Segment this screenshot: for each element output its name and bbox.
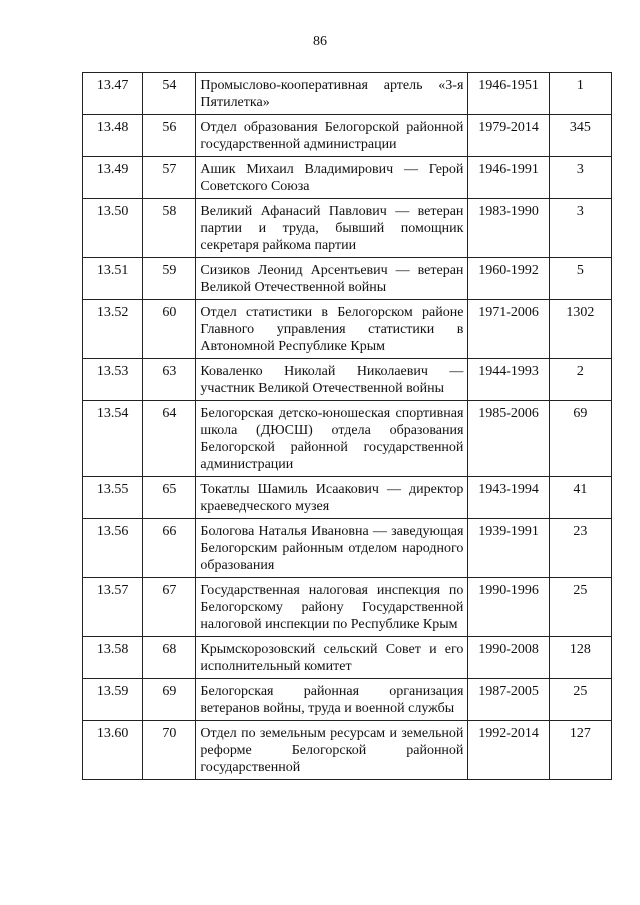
fund-number: 58 — [143, 199, 196, 258]
fund-name: Белогорская районная организация ветеранов войны, труда и военной службы — [196, 679, 468, 721]
fund-name: Великий Афанасий Павлович — ветеран партии и труда, бывший помощник секретаря райкома партии — [196, 199, 468, 258]
date-range: 1990-2008 — [468, 637, 549, 679]
table-row — [83, 637, 612, 679]
date-range: 1939-1991 — [468, 519, 549, 578]
fund-name: Бологова Наталья Ивановна — заведующая Белогорским районным отделом народного образования — [196, 519, 468, 578]
row-number: 13.48 — [83, 115, 143, 157]
fund-number: 67 — [143, 578, 196, 637]
table-row — [83, 300, 612, 359]
date-range: 1990-1996 — [468, 578, 549, 637]
fund-name: Отдел статистики в Белогорском районе Главного управления статистики в Автономной Республике Крым — [196, 300, 468, 359]
item-count: 3 — [549, 199, 611, 258]
row-number: 13.49 — [83, 157, 143, 199]
fund-name: Промыслово-кооперативная артель «3-я Пятилетка» — [196, 73, 468, 115]
row-number: 13.57 — [83, 578, 143, 637]
date-range: 1992-2014 — [468, 721, 549, 780]
fund-number: 56 — [143, 115, 196, 157]
item-count: 5 — [549, 258, 611, 300]
table-row — [83, 359, 612, 401]
row-number: 13.59 — [83, 679, 143, 721]
table-body — [83, 73, 612, 780]
fund-name: Коваленко Николай Николаевич — участник Великой Отечественной войны — [196, 359, 468, 401]
date-range: 1960-1992 — [468, 258, 549, 300]
item-count: 1302 — [549, 300, 611, 359]
table-row — [83, 578, 612, 637]
date-range: 1944-1993 — [468, 359, 549, 401]
table-row — [83, 477, 612, 519]
row-number: 13.55 — [83, 477, 143, 519]
item-count: 1 — [549, 73, 611, 115]
page-number: 86 — [313, 34, 327, 49]
row-number: 13.60 — [83, 721, 143, 780]
table-row — [83, 721, 612, 780]
fund-number: 65 — [143, 477, 196, 519]
fund-name: Токатлы Шамиль Исаакович — директор краеведческого музея — [196, 477, 468, 519]
fund-number: 69 — [143, 679, 196, 721]
table-row — [83, 401, 612, 477]
table-row — [83, 115, 612, 157]
date-range: 1979-2014 — [468, 115, 549, 157]
row-number: 13.50 — [83, 199, 143, 258]
fund-name: Отдел по земельным ресурсам и земельной реформе Белогорской районной государственной — [196, 721, 468, 780]
item-count: 23 — [549, 519, 611, 578]
fund-number: 59 — [143, 258, 196, 300]
fund-name: Государственная налоговая инспекция по Белогорскому району Государственной налоговой инспекции по Республике Крым — [196, 578, 468, 637]
table-row — [83, 258, 612, 300]
row-number: 13.58 — [83, 637, 143, 679]
date-range: 1983-1990 — [468, 199, 549, 258]
row-number: 13.56 — [83, 519, 143, 578]
date-range: 1946-1991 — [468, 157, 549, 199]
fund-number: 66 — [143, 519, 196, 578]
item-count: 2 — [549, 359, 611, 401]
item-count: 345 — [549, 115, 611, 157]
fund-number: 54 — [143, 73, 196, 115]
table-row — [83, 199, 612, 258]
date-range: 1985-2006 — [468, 401, 549, 477]
date-range: 1943-1994 — [468, 477, 549, 519]
date-range: 1946-1951 — [468, 73, 549, 115]
fund-name: Сизиков Леонид Арсентьевич — ветеран Великой Отечественной войны — [196, 258, 468, 300]
fund-name: Белогорская детско-юношеская спортивная школа (ДЮСШ) отдела образования Белогорской районной государственной администрации — [196, 401, 468, 477]
item-count: 3 — [549, 157, 611, 199]
item-count: 127 — [549, 721, 611, 780]
row-number: 13.47 — [83, 73, 143, 115]
table-row — [83, 519, 612, 578]
row-number: 13.54 — [83, 401, 143, 477]
fund-name: Крымскорозовский сельский Совет и его исполнительный комитет — [196, 637, 468, 679]
fund-number: 70 — [143, 721, 196, 780]
archive-funds-table — [82, 72, 612, 780]
fund-number: 60 — [143, 300, 196, 359]
item-count: 128 — [549, 637, 611, 679]
fund-number: 68 — [143, 637, 196, 679]
fund-name: Отдел образования Белогорской районной государственной администрации — [196, 115, 468, 157]
row-number: 13.51 — [83, 258, 143, 300]
item-count: 69 — [549, 401, 611, 477]
table-row — [83, 157, 612, 199]
date-range: 1987-2005 — [468, 679, 549, 721]
fund-number: 64 — [143, 401, 196, 477]
row-number: 13.52 — [83, 300, 143, 359]
row-number: 13.53 — [83, 359, 143, 401]
fund-name: Ашик Михаил Владимирович — Герой Советского Союза — [196, 157, 468, 199]
date-range: 1971-2006 — [468, 300, 549, 359]
table-row — [83, 679, 612, 721]
item-count: 25 — [549, 679, 611, 721]
fund-number: 63 — [143, 359, 196, 401]
fund-number: 57 — [143, 157, 196, 199]
table-row — [83, 73, 612, 115]
item-count: 25 — [549, 578, 611, 637]
item-count: 41 — [549, 477, 611, 519]
